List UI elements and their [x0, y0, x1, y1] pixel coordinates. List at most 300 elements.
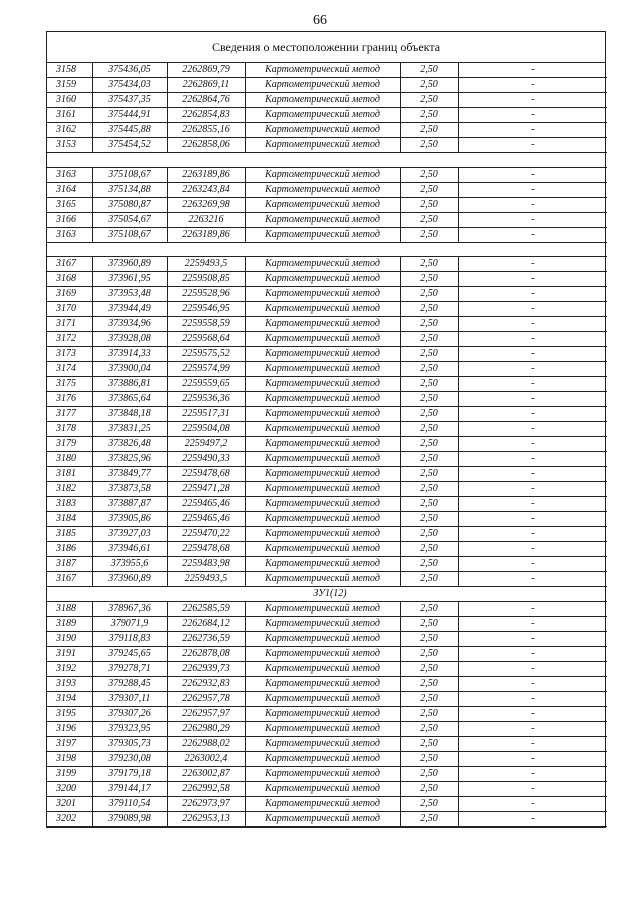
accuracy-cell: 2,50 [400, 272, 458, 287]
point-number-cell: 3172 [47, 332, 92, 347]
description-cell: - [458, 138, 607, 153]
point-number-cell: 3180 [47, 452, 92, 467]
description-cell: - [458, 782, 607, 797]
accuracy-cell: 2,50 [400, 527, 458, 542]
description-cell: - [458, 422, 607, 437]
accuracy-cell: 2,50 [400, 167, 458, 182]
table-row [47, 737, 607, 752]
method-cell: Картометрический метод [245, 767, 400, 782]
accuracy-cell: 2,50 [400, 138, 458, 153]
method-cell: Картометрический метод [245, 752, 400, 767]
accuracy-cell: 2,50 [400, 722, 458, 737]
x-coordinate-cell: 373960,89 [92, 572, 167, 587]
point-number-cell: 3163 [47, 167, 92, 182]
table-row [47, 93, 607, 108]
description-cell: - [458, 752, 607, 767]
method-cell: Картометрический метод [245, 497, 400, 512]
description-cell: - [458, 272, 607, 287]
y-coordinate-cell: 2262869,11 [167, 78, 245, 93]
table-row [47, 332, 607, 347]
table-row [47, 227, 607, 242]
y-coordinate-cell: 2263189,86 [167, 227, 245, 242]
x-coordinate-cell: 379245,65 [92, 647, 167, 662]
accuracy-cell: 2,50 [400, 707, 458, 722]
description-cell: - [458, 542, 607, 557]
accuracy-cell: 2,50 [400, 752, 458, 767]
table-row [47, 123, 607, 138]
x-coordinate-cell: 375454,52 [92, 138, 167, 153]
table-row [47, 317, 607, 332]
x-coordinate-cell: 379323,95 [92, 722, 167, 737]
point-number-cell: 3169 [47, 287, 92, 302]
point-number-cell: 3182 [47, 482, 92, 497]
description-cell: - [458, 197, 607, 212]
group-label: ЗУ1(12) [47, 587, 607, 602]
point-number-cell: 3160 [47, 93, 92, 108]
y-coordinate-cell: 2259493,5 [167, 572, 245, 587]
separator-row [47, 242, 607, 257]
table-row [47, 362, 607, 377]
method-cell: Картометрический метод [245, 257, 400, 272]
x-coordinate-cell: 373873,58 [92, 482, 167, 497]
table-row [47, 692, 607, 707]
point-number-cell: 3153 [47, 138, 92, 153]
method-cell: Картометрический метод [245, 272, 400, 287]
table-row [47, 572, 607, 587]
point-number-cell: 3197 [47, 737, 92, 752]
method-cell: Картометрический метод [245, 392, 400, 407]
coordinates-table [47, 63, 607, 827]
description-cell: - [458, 767, 607, 782]
y-coordinate-cell: 2259546,95 [167, 302, 245, 317]
x-coordinate-cell: 373848,18 [92, 407, 167, 422]
method-cell: Картометрический метод [245, 167, 400, 182]
y-coordinate-cell: 2262932,83 [167, 677, 245, 692]
description-cell: - [458, 527, 607, 542]
accuracy-cell: 2,50 [400, 422, 458, 437]
table-row [47, 482, 607, 497]
description-cell: - [458, 437, 607, 452]
description-cell: - [458, 812, 607, 827]
x-coordinate-cell: 373946,61 [92, 542, 167, 557]
accuracy-cell: 2,50 [400, 812, 458, 827]
method-cell: Картометрический метод [245, 557, 400, 572]
point-number-cell: 3202 [47, 812, 92, 827]
y-coordinate-cell: 2263002,87 [167, 767, 245, 782]
accuracy-cell: 2,50 [400, 617, 458, 632]
method-cell: Картометрический метод [245, 482, 400, 497]
y-coordinate-cell: 2259508,85 [167, 272, 245, 287]
accuracy-cell: 2,50 [400, 123, 458, 138]
point-number-cell: 3185 [47, 527, 92, 542]
point-number-cell: 3159 [47, 78, 92, 93]
y-coordinate-cell: 2262855,16 [167, 123, 245, 138]
table-row [47, 662, 607, 677]
accuracy-cell: 2,50 [400, 662, 458, 677]
x-coordinate-cell: 375436,05 [92, 63, 167, 78]
y-coordinate-cell: 2263002,4 [167, 752, 245, 767]
y-coordinate-cell: 2259536,36 [167, 392, 245, 407]
point-number-cell: 3196 [47, 722, 92, 737]
y-coordinate-cell: 2259574,99 [167, 362, 245, 377]
y-coordinate-cell: 2262585,59 [167, 602, 245, 617]
method-cell: Картометрический метод [245, 407, 400, 422]
point-number-cell: 3171 [47, 317, 92, 332]
description-cell: - [458, 362, 607, 377]
point-number-cell: 3174 [47, 362, 92, 377]
point-number-cell: 3191 [47, 647, 92, 662]
point-number-cell: 3193 [47, 677, 92, 692]
method-cell: Картометрический метод [245, 138, 400, 153]
x-coordinate-cell: 373905,86 [92, 512, 167, 527]
accuracy-cell: 2,50 [400, 767, 458, 782]
table-row [47, 392, 607, 407]
accuracy-cell: 2,50 [400, 632, 458, 647]
table-row [47, 377, 607, 392]
point-number-cell: 3178 [47, 422, 92, 437]
method-cell: Картометрический метод [245, 707, 400, 722]
method-cell: Картометрический метод [245, 332, 400, 347]
y-coordinate-cell: 2259465,46 [167, 497, 245, 512]
method-cell: Картометрический метод [245, 602, 400, 617]
method-cell: Картометрический метод [245, 63, 400, 78]
description-cell: - [458, 227, 607, 242]
description-cell: - [458, 677, 607, 692]
description-cell: - [458, 617, 607, 632]
description-cell: - [458, 287, 607, 302]
table-row [47, 182, 607, 197]
y-coordinate-cell: 2259471,28 [167, 482, 245, 497]
description-cell: - [458, 78, 607, 93]
x-coordinate-cell: 373886,81 [92, 377, 167, 392]
accuracy-cell: 2,50 [400, 362, 458, 377]
y-coordinate-cell: 2259517,31 [167, 407, 245, 422]
table-row [47, 212, 607, 227]
x-coordinate-cell: 375444,91 [92, 108, 167, 123]
x-coordinate-cell: 379278,71 [92, 662, 167, 677]
accuracy-cell: 2,50 [400, 302, 458, 317]
point-number-cell: 3181 [47, 467, 92, 482]
x-coordinate-cell: 379230,08 [92, 752, 167, 767]
x-coordinate-cell: 373887,87 [92, 497, 167, 512]
accuracy-cell: 2,50 [400, 108, 458, 123]
accuracy-cell: 2,50 [400, 677, 458, 692]
description-cell: - [458, 467, 607, 482]
table-row [47, 752, 607, 767]
x-coordinate-cell: 375108,67 [92, 167, 167, 182]
x-coordinate-cell: 379305,73 [92, 737, 167, 752]
x-coordinate-cell: 373849,77 [92, 467, 167, 482]
description-cell: - [458, 662, 607, 677]
y-coordinate-cell: 2259490,33 [167, 452, 245, 467]
method-cell: Картометрический метод [245, 212, 400, 227]
point-number-cell: 3167 [47, 572, 92, 587]
description-cell: - [458, 407, 607, 422]
y-coordinate-cell: 2262953,13 [167, 812, 245, 827]
table-row [47, 422, 607, 437]
x-coordinate-cell: 379288,45 [92, 677, 167, 692]
table-row [47, 617, 607, 632]
table-row [47, 63, 607, 78]
table-row [47, 767, 607, 782]
method-cell: Картометрический метод [245, 78, 400, 93]
y-coordinate-cell: 2262858,06 [167, 138, 245, 153]
x-coordinate-cell: 373928,08 [92, 332, 167, 347]
method-cell: Картометрический метод [245, 452, 400, 467]
x-coordinate-cell: 379118,83 [92, 632, 167, 647]
accuracy-cell: 2,50 [400, 482, 458, 497]
description-cell: - [458, 123, 607, 138]
x-coordinate-cell: 373914,33 [92, 347, 167, 362]
accuracy-cell: 2,50 [400, 63, 458, 78]
method-cell: Картометрический метод [245, 542, 400, 557]
method-cell: Картометрический метод [245, 512, 400, 527]
description-cell: - [458, 707, 607, 722]
y-coordinate-cell: 2259478,68 [167, 467, 245, 482]
accuracy-cell: 2,50 [400, 212, 458, 227]
description-cell: - [458, 602, 607, 617]
table-row [47, 287, 607, 302]
description-cell: - [458, 182, 607, 197]
method-cell: Картометрический метод [245, 647, 400, 662]
x-coordinate-cell: 375434,03 [92, 78, 167, 93]
table-row [47, 167, 607, 182]
method-cell: Картометрический метод [245, 782, 400, 797]
x-coordinate-cell: 379307,26 [92, 707, 167, 722]
method-cell: Картометрический метод [245, 632, 400, 647]
y-coordinate-cell: 2262988,02 [167, 737, 245, 752]
y-coordinate-cell: 2259497,2 [167, 437, 245, 452]
x-coordinate-cell: 373927,03 [92, 527, 167, 542]
point-number-cell: 3183 [47, 497, 92, 512]
method-cell: Картометрический метод [245, 362, 400, 377]
y-coordinate-cell: 2259465,46 [167, 512, 245, 527]
method-cell: Картометрический метод [245, 197, 400, 212]
accuracy-cell: 2,50 [400, 227, 458, 242]
description-cell: - [458, 512, 607, 527]
table-row [47, 542, 607, 557]
coordinates-table-body [47, 63, 607, 827]
method-cell: Картометрический метод [245, 662, 400, 677]
method-cell: Картометрический метод [245, 437, 400, 452]
table-row [47, 722, 607, 737]
point-number-cell: 3184 [47, 512, 92, 527]
method-cell: Картометрический метод [245, 812, 400, 827]
y-coordinate-cell: 2263269,98 [167, 197, 245, 212]
table-row [47, 782, 607, 797]
description-cell: - [458, 212, 607, 227]
accuracy-cell: 2,50 [400, 737, 458, 752]
x-coordinate-cell: 375134,88 [92, 182, 167, 197]
accuracy-cell: 2,50 [400, 197, 458, 212]
table-row [47, 602, 607, 617]
y-coordinate-cell: 2262939,73 [167, 662, 245, 677]
y-coordinate-cell: 2259504,08 [167, 422, 245, 437]
point-number-cell: 3163 [47, 227, 92, 242]
accuracy-cell: 2,50 [400, 257, 458, 272]
accuracy-cell: 2,50 [400, 78, 458, 93]
table-row [47, 512, 607, 527]
table-row [47, 407, 607, 422]
description-cell: - [458, 317, 607, 332]
x-coordinate-cell: 373934,96 [92, 317, 167, 332]
method-cell: Картометрический метод [245, 617, 400, 632]
description-cell: - [458, 302, 607, 317]
y-coordinate-cell: 2262854,83 [167, 108, 245, 123]
x-coordinate-cell: 373960,89 [92, 257, 167, 272]
x-coordinate-cell: 373944,49 [92, 302, 167, 317]
table-row [47, 557, 607, 572]
table-row [47, 437, 607, 452]
table-row [47, 257, 607, 272]
description-cell: - [458, 392, 607, 407]
separator-cell [47, 153, 607, 168]
y-coordinate-cell: 2262973,97 [167, 797, 245, 812]
point-number-cell: 3176 [47, 392, 92, 407]
table-row [47, 272, 607, 287]
point-number-cell: 3161 [47, 108, 92, 123]
point-number-cell: 3170 [47, 302, 92, 317]
y-coordinate-cell: 2259528,96 [167, 287, 245, 302]
x-coordinate-cell: 375108,67 [92, 227, 167, 242]
description-cell: - [458, 452, 607, 467]
point-number-cell: 3199 [47, 767, 92, 782]
y-coordinate-cell: 2259483,98 [167, 557, 245, 572]
accuracy-cell: 2,50 [400, 377, 458, 392]
description-cell: - [458, 108, 607, 123]
method-cell: Картометрический метод [245, 797, 400, 812]
y-coordinate-cell: 2259575,52 [167, 347, 245, 362]
point-number-cell: 3194 [47, 692, 92, 707]
method-cell: Картометрический метод [245, 572, 400, 587]
accuracy-cell: 2,50 [400, 467, 458, 482]
x-coordinate-cell: 375080,87 [92, 197, 167, 212]
y-coordinate-cell: 2262992,58 [167, 782, 245, 797]
point-number-cell: 3166 [47, 212, 92, 227]
x-coordinate-cell: 379179,18 [92, 767, 167, 782]
y-coordinate-cell: 2259558,59 [167, 317, 245, 332]
accuracy-cell: 2,50 [400, 93, 458, 108]
method-cell: Картометрический метод [245, 108, 400, 123]
y-coordinate-cell: 2262878,08 [167, 647, 245, 662]
description-cell: - [458, 347, 607, 362]
x-coordinate-cell: 373955,6 [92, 557, 167, 572]
table-row [47, 497, 607, 512]
point-number-cell: 3158 [47, 63, 92, 78]
table-row [47, 812, 607, 827]
point-number-cell: 3190 [47, 632, 92, 647]
x-coordinate-cell: 373826,48 [92, 437, 167, 452]
description-cell: - [458, 572, 607, 587]
accuracy-cell: 2,50 [400, 557, 458, 572]
description-cell: - [458, 63, 607, 78]
table-row [47, 707, 607, 722]
y-coordinate-cell: 2262869,79 [167, 63, 245, 78]
separator-row [47, 153, 607, 168]
page-number: 66 [313, 13, 327, 28]
accuracy-cell: 2,50 [400, 512, 458, 527]
x-coordinate-cell: 373865,64 [92, 392, 167, 407]
table-row [47, 527, 607, 542]
description-cell: - [458, 722, 607, 737]
x-coordinate-cell: 379071,9 [92, 617, 167, 632]
accuracy-cell: 2,50 [400, 542, 458, 557]
description-cell: - [458, 497, 607, 512]
point-number-cell: 3200 [47, 782, 92, 797]
accuracy-cell: 2,50 [400, 782, 458, 797]
y-coordinate-cell: 2259568,64 [167, 332, 245, 347]
table-row [47, 677, 607, 692]
method-cell: Картометрический метод [245, 722, 400, 737]
description-cell: - [458, 377, 607, 392]
table-row [47, 632, 607, 647]
accuracy-cell: 2,50 [400, 602, 458, 617]
point-number-cell: 3188 [47, 602, 92, 617]
method-cell: Картометрический метод [245, 287, 400, 302]
accuracy-cell: 2,50 [400, 452, 458, 467]
table-row [47, 78, 607, 93]
y-coordinate-cell: 2262957,78 [167, 692, 245, 707]
method-cell: Картометрический метод [245, 347, 400, 362]
point-number-cell: 3189 [47, 617, 92, 632]
description-cell: - [458, 692, 607, 707]
y-coordinate-cell: 2259478,68 [167, 542, 245, 557]
point-number-cell: 3198 [47, 752, 92, 767]
y-coordinate-cell: 2263216 [167, 212, 245, 227]
point-number-cell: 3165 [47, 197, 92, 212]
point-number-cell: 3192 [47, 662, 92, 677]
x-coordinate-cell: 373825,96 [92, 452, 167, 467]
description-cell: - [458, 93, 607, 108]
method-cell: Картометрический метод [245, 677, 400, 692]
method-cell: Картометрический метод [245, 123, 400, 138]
method-cell: Картометрический метод [245, 527, 400, 542]
x-coordinate-cell: 379110,54 [92, 797, 167, 812]
point-number-cell: 3179 [47, 437, 92, 452]
table-row [47, 108, 607, 123]
accuracy-cell: 2,50 [400, 647, 458, 662]
description-cell: - [458, 632, 607, 647]
boundary-table-sheet [46, 31, 606, 828]
point-number-cell: 3167 [47, 257, 92, 272]
y-coordinate-cell: 2262980,29 [167, 722, 245, 737]
method-cell: Картометрический метод [245, 467, 400, 482]
group-header-row [47, 587, 607, 602]
x-coordinate-cell: 373953,48 [92, 287, 167, 302]
y-coordinate-cell: 2262864,76 [167, 93, 245, 108]
table-row [47, 197, 607, 212]
method-cell: Картометрический метод [245, 422, 400, 437]
separator-cell [47, 242, 607, 257]
point-number-cell: 3186 [47, 542, 92, 557]
x-coordinate-cell: 379144,17 [92, 782, 167, 797]
table-row [47, 138, 607, 153]
x-coordinate-cell: 373831,25 [92, 422, 167, 437]
accuracy-cell: 2,50 [400, 692, 458, 707]
method-cell: Картометрический метод [245, 93, 400, 108]
accuracy-cell: 2,50 [400, 797, 458, 812]
point-number-cell: 3168 [47, 272, 92, 287]
accuracy-cell: 2,50 [400, 332, 458, 347]
point-number-cell: 3162 [47, 123, 92, 138]
method-cell: Картометрический метод [245, 317, 400, 332]
accuracy-cell: 2,50 [400, 287, 458, 302]
y-coordinate-cell: 2263189,86 [167, 167, 245, 182]
accuracy-cell: 2,50 [400, 182, 458, 197]
y-coordinate-cell: 2262957,97 [167, 707, 245, 722]
y-coordinate-cell: 2263243,84 [167, 182, 245, 197]
x-coordinate-cell: 373900,04 [92, 362, 167, 377]
